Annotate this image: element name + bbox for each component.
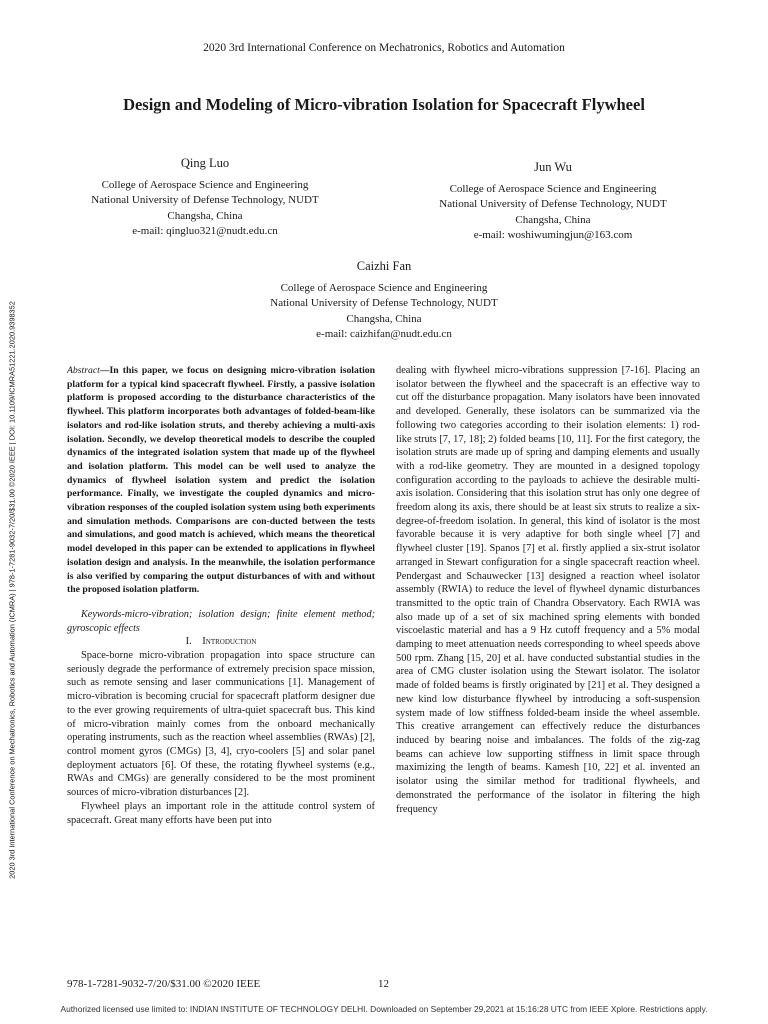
right-column	[396, 364, 700, 816]
author-email[interactable]: e-mail: caizhifan@nudt.edu.cn	[316, 328, 452, 340]
author-block-1	[60, 156, 350, 240]
conference-header: 2020 3rd International Conference on Mechatronics, Robotics and Automation	[203, 42, 565, 54]
author-institution: National University of Defense Technology, NUDT	[91, 194, 319, 206]
author-location: Changsha, China	[167, 209, 243, 222]
author-affiliation: College of Aerospace Science and Engineering	[280, 281, 488, 294]
author-block-2	[408, 160, 698, 244]
author-institution: National University of Defense Technology, NUDT	[270, 297, 498, 309]
footer-isbn: 978-1-7281-9032-7/20/$31.00 ©2020 IEEE	[67, 978, 261, 990]
author-email[interactable]: e-mail: qingluo321@nudt.edu.cn	[132, 225, 278, 237]
abstract	[67, 364, 375, 597]
author-name: Caizhi Fan	[356, 259, 412, 273]
author-name: Jun Wu	[534, 160, 572, 174]
body-paragraph: Space-borne micro-vibration propagation into space structure can seriously degrade the performance of extremely precision space mission, such as remote sensing and laser communications [1]. Management of micro-vibration is becoming crucial for spacecraft platform designer due to the ever growing requirements of ultra-quiet spacecraft bus. This kind of micro-vibration mainly comes from the onboard mechanically operating instruments, such as the reaction wheel assemblies (RWAs) [2], control moment gyros (CMGs) [3, 4], cryo-coolers [5] and solar panel deployment actuators [6]. Of these, the rotating flywheel systems (e.g., RWAs and CMGs) are generally considered to be the most prominent sources of micro-vibration disturbances [2].	[67, 650, 375, 799]
keywords: Keywords-micro-vibration; isolation design; finite element method; gyroscopic effects	[67, 608, 375, 634]
author-location: Changsha, China	[515, 213, 591, 226]
author-name: Qing Luo	[180, 156, 230, 170]
section-number: I.	[185, 636, 192, 648]
abstract-label: Abstract	[67, 365, 100, 376]
section-title: Introduction	[202, 636, 257, 648]
paper-title: Design and Modeling of Micro-vibration Isolation for Spacecraft Flywheel	[123, 95, 645, 114]
author-email[interactable]: e-mail: woshiwumingjun@163.com	[473, 229, 633, 241]
author-affiliation: College of Aerospace Science and Engineering	[101, 178, 309, 191]
left-column	[67, 364, 375, 827]
section-heading	[67, 635, 375, 649]
body-paragraph: Flywheel plays an important role in the attitude control system of spacecraft. Great many efforts have been put into	[67, 800, 375, 826]
author-institution: National University of Defense Technology, NUDT	[439, 198, 667, 210]
abstract-text: —In this paper, we focus on designing micro-vibration isolation platform for a typical kind spacecraft flywheel. Firstly, a passive isolation platform is proposed according to the disturbance characteristics of the flywheel. This platform incorporates both advantages of folded-beam-like isolators and rod-like isolation struts, and thereby achieving a multi-axis isolation. Secondly, we develop theoretical models to describe the coupled dynamics of the integrated isolation system that made up of the flywheel and isolation platform. This model can be well used to analyze the dynamics of flywheel isolation system and predict the isolation performance. Finally, we investigate the coupled dynamics and micro-vibration responses of the coupled isolation system using both experiments and simulation methods. Comparisons are con-ducted between the tests and simulations, and good match is achieved, which means the theoretical model developed in this paper can be extended to applications in flywheel isolation design and analysis. In the meanwhile, the isolation performance is also verified by comparing the output disturbances of with and without the proposed isolation platform.	[67, 365, 375, 596]
author-location: Changsha, China	[346, 312, 422, 325]
license-notice: Authorized licensed use limited to: INDIAN INSTITUTE OF TECHNOLOGY DELHI. Downloaded on September 29,2021 at 15:16:28 UTC from IEEE Xplore. Restrictions apply.	[60, 1004, 708, 1014]
author-block-3	[219, 259, 549, 343]
page-number: 12	[378, 978, 389, 990]
body-paragraph: dealing with flywheel micro-vibrations suppression [7-16]. Placing an isolator between the flywheel and the spacecraft is an effective way to cut off the disturbance propagation. Many isolators have been innovated and developed. Generally, these isolators can be summarized via the following two categories according to their isolation elements: 1) rod-like struts [7, 17, 18]; 2) folded beams [10, 11]. For the first category, the isolation struts are made up of spring and damping elements and usually with a rod-like geometry. They are mounted in a designed topology configuration according to the payloads to achieve the desirable multi-axis isolation. Considering that this isolation strut has only one degree of freedom along its axis, there should be at least six struts to realize a six-degree-of-freedom isolation. In general, this kind of isolator is the most favorable because it is very adaptive for both single wheel [7] and flywheel cluster [19]. Spanos [7] et al. firstly applied a six-strut isolator arranged in Stewart configuration for a single spacecraft reaction wheel. Pendergast and Schauwecker [13] designed a reaction wheel isolator assembly (RWIA) to reduce the level of flywheel dynamic disturbances transmitted to the optic train of Chandra Observatory. Each RWIA was also made up of a set of six machined spring elements with bonded viscoelastic material and has a 9 Hz cutoff frequency and a 5% modal damping to meet attenuation needs corresponding to wheel speeds above 500 rpm. Zhang [15, 20] et al. have conducted substantial studies in the area of CMG cluster isolation using the Stewart isolator. The isolator made of folded beams is firstly originated by [21] et al. They designed a new kind low disturbance flywheel by introducing a soft-suspension system made of low stiffness folded-beam inside the wheel assemble. This creative arrangement can effectively reduce the disturbances induced by bearing noise and imbalances. The folds of the zig-zag beams can achieve low supporting stiffness in limit space through maximizing the length of beams. Kamesh [10, 22] et al. invented an isolator using the similar method for traditional flywheels, and demonstrated the performance of the isolator in filtering the high frequency	[396, 365, 700, 815]
side-citation-strip	[4, 200, 20, 980]
author-affiliation: College of Aerospace Science and Engineering	[449, 182, 657, 195]
side-citation-text: 2020 3rd International Conference on Mechatronics, Robotics and Automation (ICMRA) | 978-1-7281-9032-7/20/$31.00 ©2020 IEEE | DOI: 10.1109/ICMRA51221.2020.9398352	[7, 301, 17, 879]
